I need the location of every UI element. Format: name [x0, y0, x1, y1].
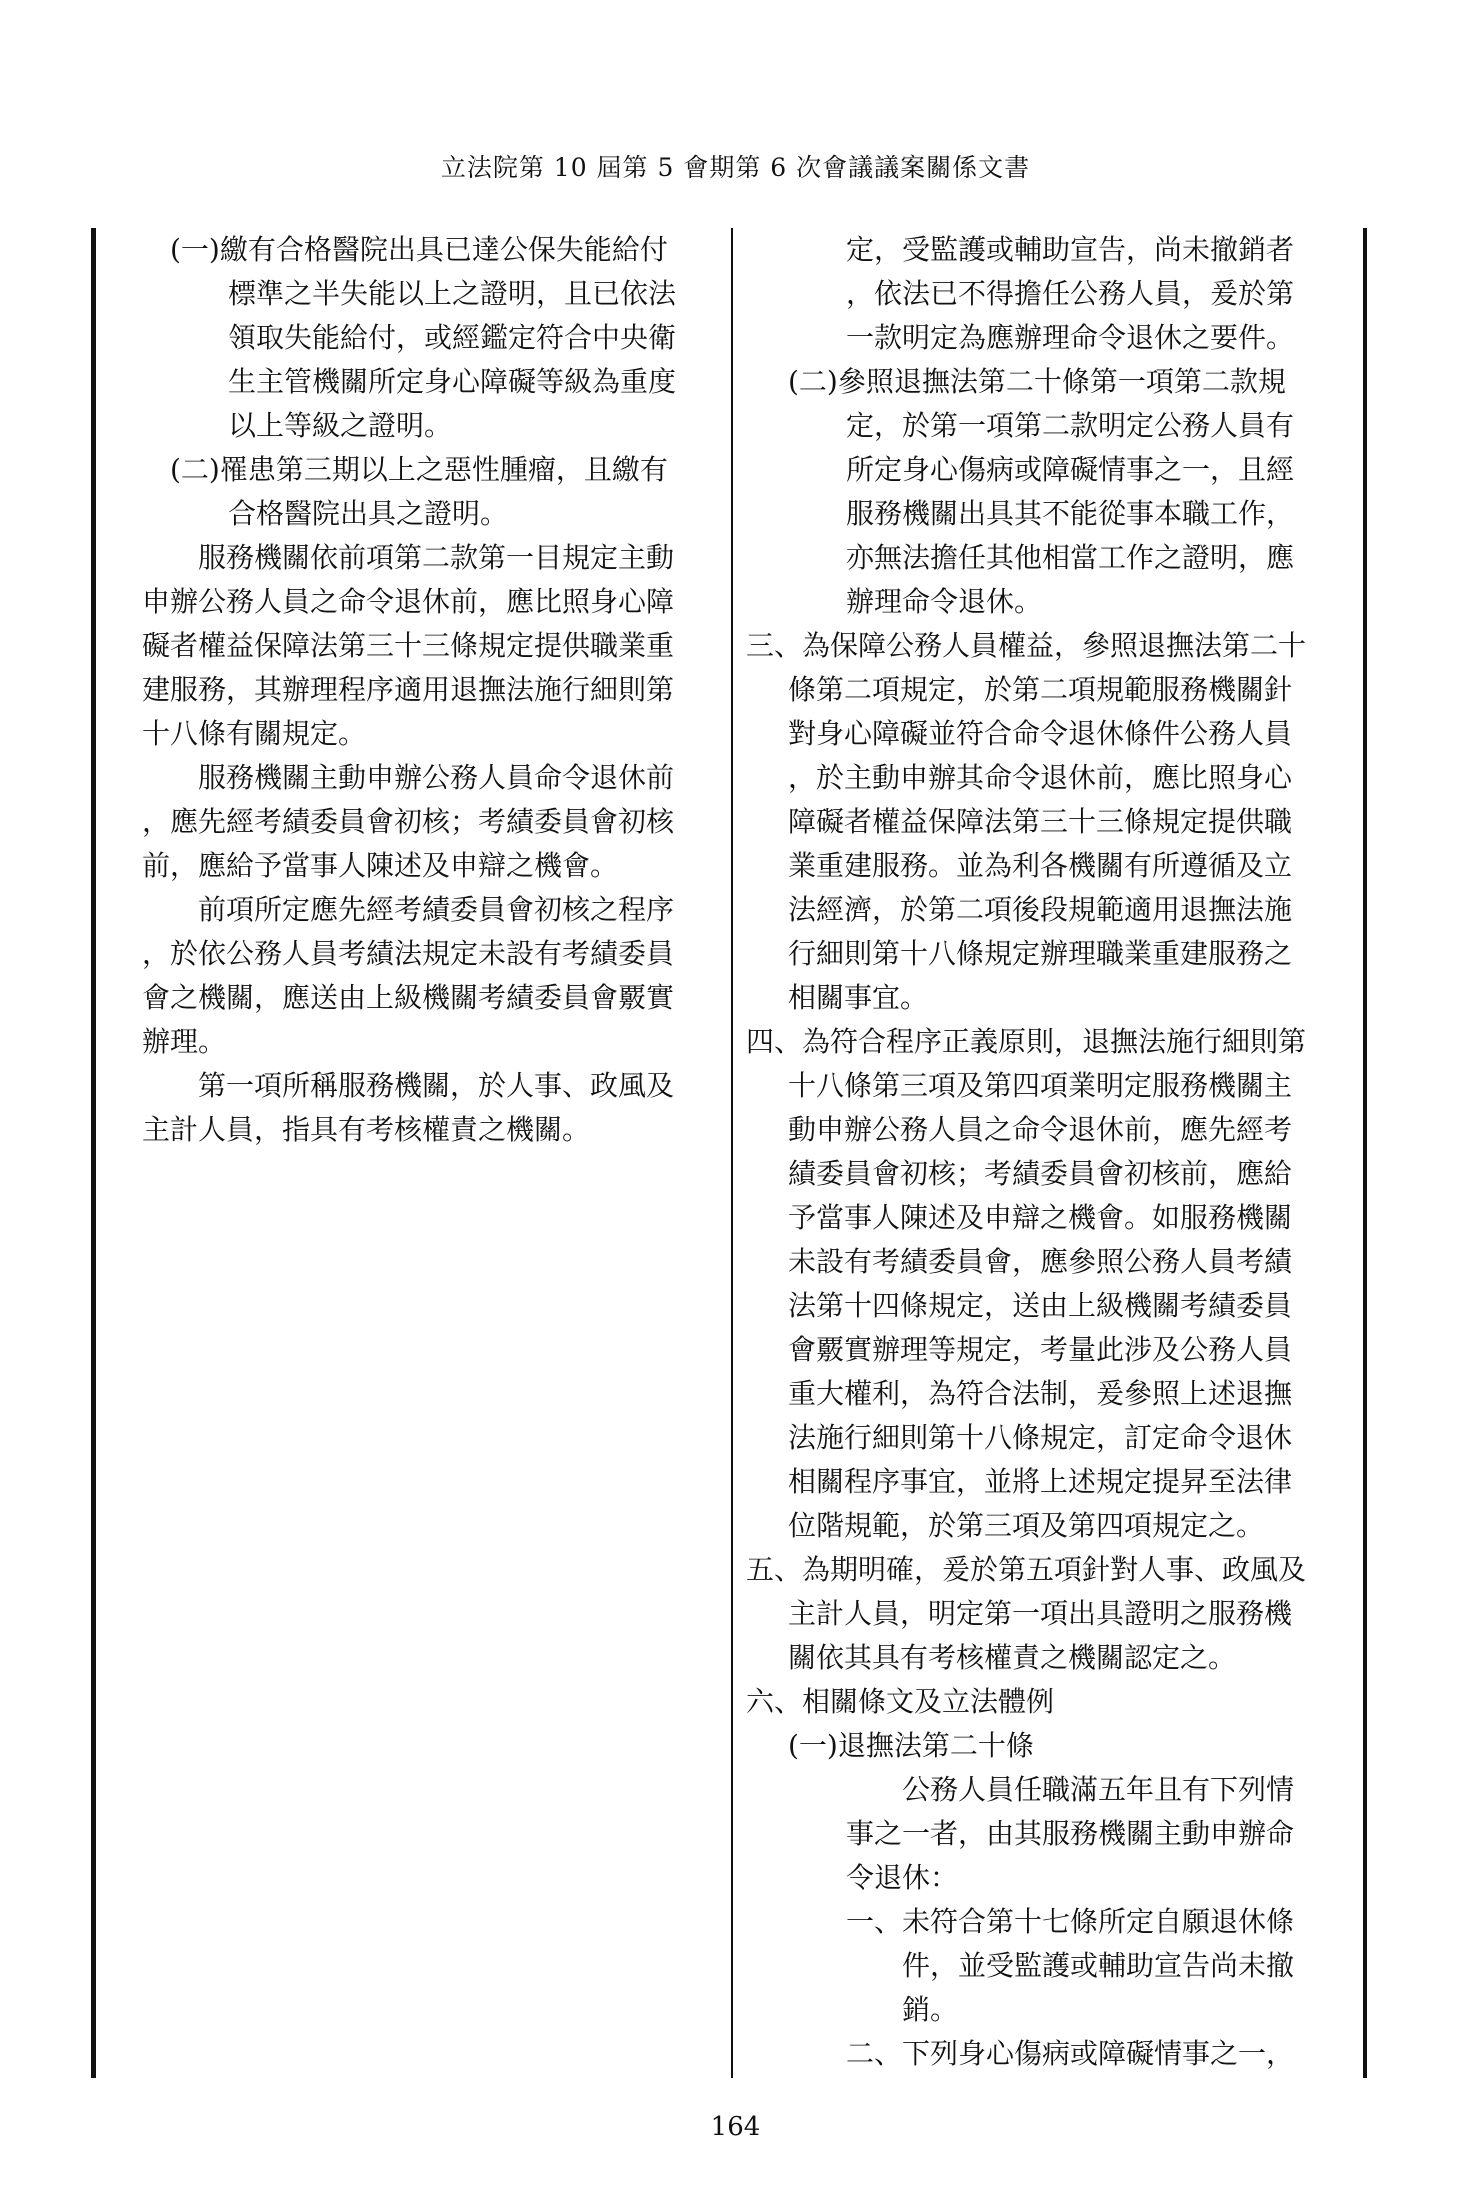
text-line: 會之機關，應送由上級機關考績委員會覈實	[142, 981, 675, 1014]
paragraph	[746, 228, 1352, 360]
text-line: 十八條有關規定。	[142, 717, 367, 750]
text-line: 服務機關出具其不能從事本職工作，	[846, 497, 1295, 530]
text-line: 前項所定應先經考績委員會初核之程序	[198, 893, 675, 926]
text-line: 績委員會初核；考績委員會初核前，應給	[788, 1157, 1293, 1190]
text-line: (二)參照退撫法第二十條第一項第二款規	[788, 365, 1286, 398]
text-line: 礙者權益保障法第三十三條規定提供職業重	[142, 629, 675, 662]
left-border-rule	[91, 228, 96, 2078]
text-line: 一款明定為應辦理命令退休之要件。	[846, 321, 1295, 354]
paragraph	[142, 1064, 714, 1108]
text-line: (二)罹患第三期以上之惡性腫瘤，且繳有	[170, 453, 668, 486]
text-line: 動申辦公務人員之命令退休前，應先經考	[788, 1113, 1293, 1146]
page-header: 立法院第 10 屆第 5 會期第 6 次會議議案關係文書	[440, 153, 1031, 182]
paragraph	[142, 580, 714, 756]
text-line: 關依其具有考核權責之機關認定之。	[788, 1641, 1237, 1674]
text-line: 件，並受監護或輔助宣告尚未撤	[902, 1949, 1295, 1982]
paragraph	[142, 888, 714, 932]
left-column	[142, 228, 714, 1152]
text-line: 服務機關依前項第二款第一目規定主動	[198, 541, 675, 574]
text-line: ，依法已不得擔任公務人員，爰於第	[846, 277, 1295, 310]
text-line: 令退休：	[846, 1861, 959, 1894]
text-line: 生主管機關所定身心障礙等級為重度	[228, 365, 677, 398]
text-line: 業重建服務。並為利各機關有所遵循及立	[788, 849, 1293, 882]
paragraph	[746, 1548, 1352, 1592]
right-column	[746, 228, 1352, 2076]
right-border-rule	[1363, 228, 1367, 2078]
paragraph	[142, 272, 714, 448]
text-line: 五、為期明確，爰於第五項針對人事、政風及	[746, 1553, 1307, 1586]
paragraph	[746, 1020, 1352, 1064]
text-line: (一)退撫法第二十條	[788, 1729, 1034, 1762]
text-line: 辦理命令退休。	[846, 585, 1043, 618]
text-line: 領取失能給付，或經鑑定符合中央衛	[228, 321, 677, 354]
paragraph	[746, 1812, 1352, 1900]
paragraph	[746, 1592, 1352, 1680]
paragraph	[746, 1900, 1352, 1944]
paragraph	[142, 448, 714, 492]
text-line: 法第十四條規定，送由上級機關考績委員	[788, 1289, 1293, 1322]
text-line: (一)繳有合格醫院出具已達公保失能給付	[170, 233, 668, 266]
text-line: ，應先經考績委員會初核；考績委員會初核	[142, 805, 675, 838]
text-line: 銷。	[902, 1993, 959, 2026]
text-line: 障礙者權益保障法第三十三條規定提供職	[788, 805, 1293, 838]
text-line: 會覈實辦理等規定，考量此涉及公務人員	[788, 1333, 1293, 1366]
text-line: 定，受監護或輔助宣告，尚未撤銷者	[846, 233, 1295, 266]
text-line: 亦無法擔任其他相當工作之證明，應	[846, 541, 1295, 574]
text-line: 定，於第一項第二款明定公務人員有	[846, 409, 1295, 442]
paragraph	[142, 228, 714, 272]
text-line: 未設有考績委員會，應參照公務人員考績	[788, 1245, 1293, 1278]
text-line: 對身心障礙並符合命令退休條件公務人員	[788, 717, 1293, 750]
paragraph	[142, 800, 714, 888]
text-line: 服務機關主動申辦公務人員命令退休前	[198, 761, 675, 794]
paragraph	[142, 536, 714, 580]
paragraph	[746, 2032, 1352, 2076]
page-number: 164	[710, 2112, 761, 2142]
paragraph	[746, 1680, 1352, 1724]
paragraph	[142, 1108, 714, 1152]
text-line: 四、為符合程序正義原則，退撫法施行細則第	[746, 1025, 1307, 1058]
paragraph	[746, 1724, 1352, 1768]
paragraph	[746, 404, 1352, 624]
paragraph	[746, 668, 1352, 1020]
text-line: 申辦公務人員之命令退休前，應比照身心障	[142, 585, 675, 618]
text-line: 法經濟，於第二項後段規範適用退撫法施	[788, 893, 1293, 926]
text-line: 法施行細則第十八條規定，訂定命令退休	[788, 1421, 1293, 1454]
paragraph	[746, 360, 1352, 404]
text-line: 前，應給予當事人陳述及申辯之機會。	[142, 849, 619, 882]
text-line: 第一項所稱服務機關，於人事、政風及	[198, 1069, 675, 1102]
text-line: 予當事人陳述及申辯之機會。如服務機關	[788, 1201, 1293, 1234]
text-line: 以上等級之證明。	[228, 409, 453, 442]
text-line: 條第二項規定，於第二項規範服務機關針	[788, 673, 1293, 706]
text-line: 二、下列身心傷病或障礙情事之一，	[846, 2037, 1295, 2070]
text-line: 主計人員，指具有考核權責之機關。	[142, 1113, 591, 1146]
text-line: 辦理。	[142, 1025, 227, 1058]
text-line: 標準之半失能以上之證明，且已依法	[228, 277, 677, 310]
paragraph	[746, 1768, 1352, 1812]
text-line: 建服務，其辦理程序適用退撫法施行細則第	[142, 673, 675, 706]
text-line: 所定身心傷病或障礙情事之一，且經	[846, 453, 1295, 486]
paragraph	[746, 624, 1352, 668]
text-line: ，於主動申辦其命令退休前，應比照身心	[788, 761, 1293, 794]
text-line: 相關事宜。	[788, 981, 929, 1014]
paragraph	[746, 1944, 1352, 2032]
column-divider	[731, 228, 733, 2078]
text-line: 公務人員任職滿五年且有下列情	[902, 1773, 1295, 1806]
paragraph	[746, 1064, 1352, 1548]
paragraph	[142, 492, 714, 536]
text-line: 重大權利，為符合法制，爰參照上述退撫	[788, 1377, 1293, 1410]
text-line: 一、未符合第十七條所定自願退休條	[846, 1905, 1295, 1938]
text-line: 十八條第三項及第四項業明定服務機關主	[788, 1069, 1293, 1102]
text-line: 行細則第十八條規定辦理職業重建服務之	[788, 937, 1293, 970]
paragraph	[142, 932, 714, 1064]
text-line: 相關程序事宜，並將上述規定提昇至法律	[788, 1465, 1293, 1498]
text-line: 六、相關條文及立法體例	[746, 1685, 1055, 1718]
text-line: 位階規範，於第三項及第四項規定之。	[788, 1509, 1265, 1542]
paragraph	[142, 756, 714, 800]
text-line: 三、為保障公務人員權益，參照退撫法第二十	[746, 629, 1307, 662]
text-line: ，於依公務人員考績法規定未設有考績委員	[142, 937, 675, 970]
text-line: 主計人員，明定第一項出具證明之服務機	[788, 1597, 1293, 1630]
text-line: 合格醫院出具之證明。	[228, 497, 509, 530]
text-line: 事之一者，由其服務機關主動申辦命	[846, 1817, 1295, 1850]
